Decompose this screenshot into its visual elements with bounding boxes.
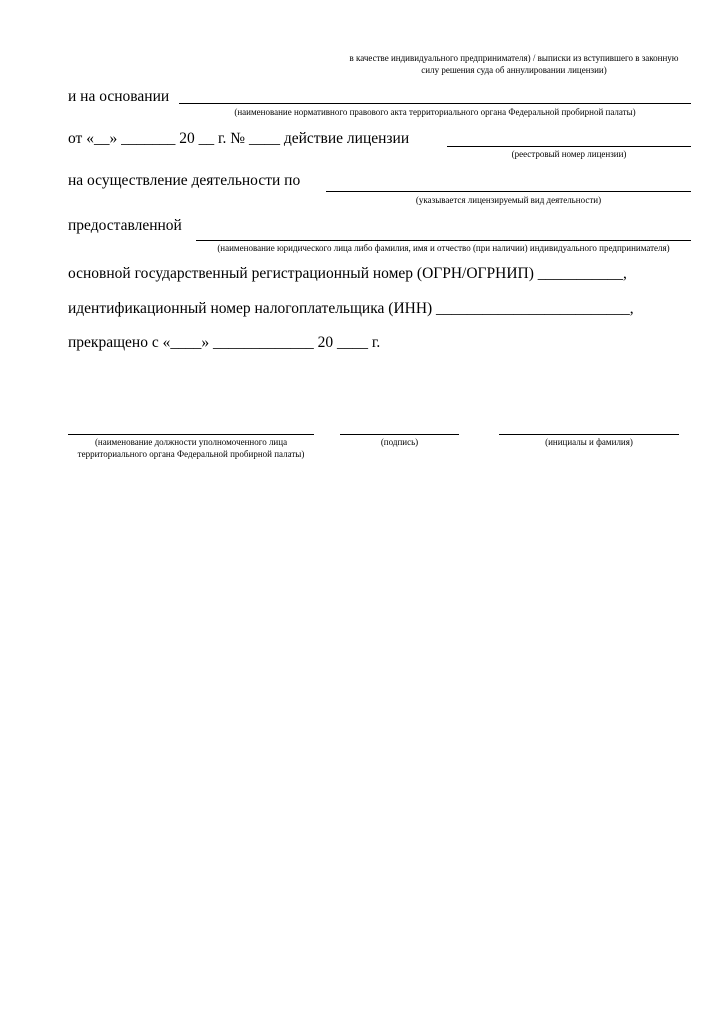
date-license-text: от «__» _______ 20 __ г. № ____ действие лицензии bbox=[68, 130, 410, 147]
terminated-line: прекращено с «____» _____________ 20 ____ г. bbox=[68, 334, 381, 351]
signature-line[interactable] bbox=[340, 434, 459, 435]
position-hint: (наименование должности уполномоченного лица территориального органа Федеральной пробирной палаты) bbox=[77, 437, 305, 459]
license-number-field-line[interactable] bbox=[447, 146, 691, 147]
initials-hint: (инициалы и фамилия) bbox=[545, 437, 633, 447]
basis-label: и на основании bbox=[68, 88, 170, 105]
license-number-hint: (реестровый номер лицензии) bbox=[511, 149, 627, 159]
ogrn-line: основной государственный регистрационный номер (ОГРН/ОГРНИП) ___________, bbox=[68, 265, 627, 282]
granted-field-line[interactable] bbox=[196, 240, 691, 241]
activity-hint: (указывается лицензируемый вид деятельности) bbox=[415, 195, 602, 205]
basis-field-line[interactable] bbox=[179, 103, 691, 104]
signature-hint: (подпись) bbox=[380, 437, 419, 447]
inn-line: идентификационный номер налогоплательщика (ИНН) _________________________, bbox=[68, 300, 634, 317]
granted-hint: (наименование юридического лица либо фамилия, имя и отчество (при наличии) индивидуального предпринимателя) bbox=[217, 243, 670, 253]
basis-hint: (наименование нормативного правового акта территориального органа Федеральной пробирной палаты) bbox=[234, 107, 636, 117]
activity-field-line[interactable] bbox=[326, 191, 691, 192]
header-continuation-text: в качестве индивидуального предпринимателя) / выписки из вступившего в законную силу решения суда об аннулировании лицензии) bbox=[349, 53, 679, 75]
position-signature-line[interactable] bbox=[68, 434, 314, 435]
initials-line[interactable] bbox=[499, 434, 679, 435]
granted-label: предоставленной bbox=[68, 217, 182, 234]
activity-label: на осуществление деятельности по bbox=[68, 172, 301, 189]
